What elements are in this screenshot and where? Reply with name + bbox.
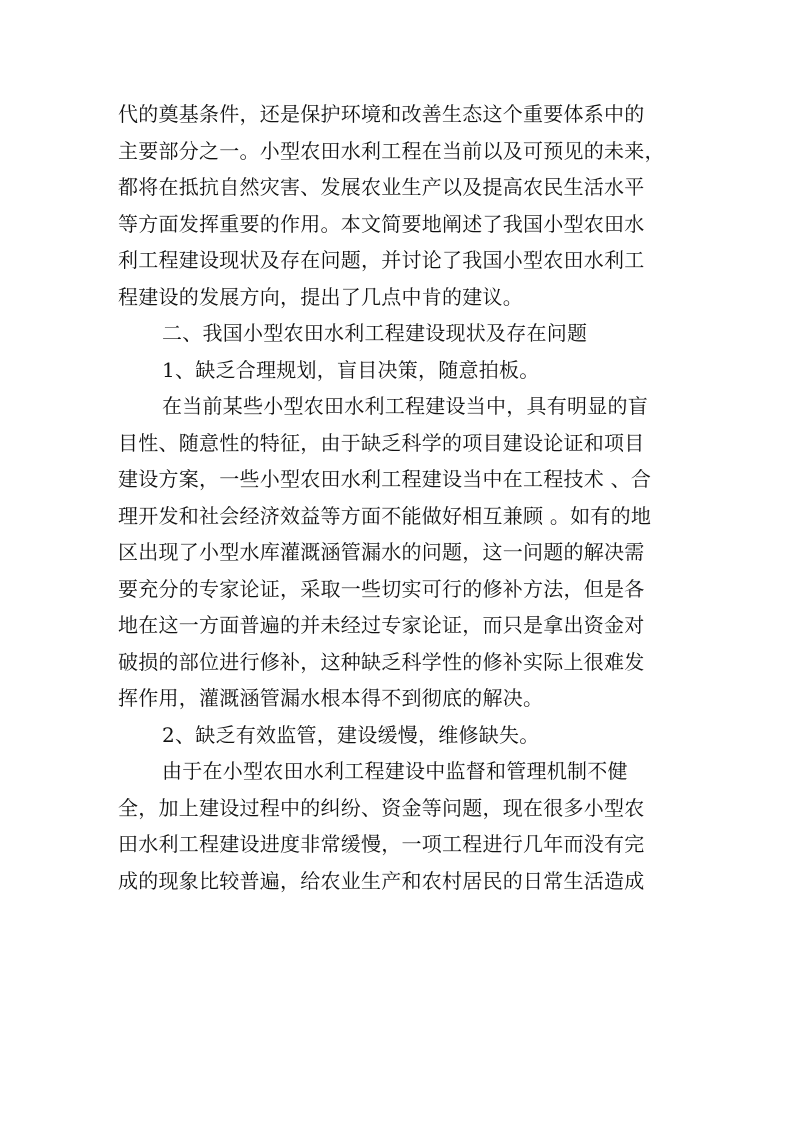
text-line: 等方面发挥重要的作用。本文简要地阐述了我国小型农田水: [118, 211, 645, 236]
text-line: 地在这一方面普遍的并未经过专家论证，而只是拿出资金对: [118, 613, 645, 637]
text-line: 目性、随意性的特征，由于缺乏科学的项目建设论证和项目: [118, 430, 645, 455]
subsection-heading: 1、缺乏合理规划，盲目决策，随意拍板。: [162, 357, 540, 382]
body-text: [118, 96, 698, 899]
text-line: 程建设的发展方向，提出了几点中肯的建议。: [118, 284, 523, 309]
text-line: 区出现了小型水库灌溉涵管漏水的问题，这一问题的解决需: [118, 540, 645, 564]
section-heading: 二、我国小型农田水利工程建设现状及存在问题: [162, 321, 588, 345]
text-line: 代的奠基条件，还是保护环境和改善生态这个重要体系中的: [118, 102, 645, 126]
subsection-heading: 2、缺乏有效监管，建设缓慢，维修缺失。: [162, 722, 540, 747]
text-line: 破损的部位进行修补，这种缺乏科学性的修补实际上很难发: [118, 649, 645, 674]
text-line: 成的现象比较普遍，给农业生产和农村居民的日常生活造成: [118, 868, 645, 893]
text-line: 在当前某些小型农田水利工程建设当中，具有明显的盲: [162, 394, 648, 418]
text-line: 都将在抵抗自然灾害、发展农业生产以及提高农民生活水平: [118, 175, 645, 199]
text-line: 理开发和社会经济效益等方面不能做好相互兼顾 。如有的地: [118, 503, 652, 528]
text-line: 主要部分之一。小型农田水利工程在当前以及可预见的未来，: [118, 138, 665, 163]
text-line: 由于在小型农田水利工程建设中监督和管理机制不健: [162, 759, 628, 783]
text-line: 田水利工程建设进度非常缓慢，一项工程进行几年而没有完: [118, 832, 645, 856]
text-line: 建设方案，一些小型农田水利工程建设当中在工程技术 、合: [118, 467, 652, 491]
text-line: 全，加上建设过程中的纠纷、资金等问题，现在很多小型农: [118, 795, 645, 820]
text-line: 要充分的专家论证，采取一些切实可行的修补方法，但是各: [118, 576, 645, 601]
text-line: 挥作用，灌溉涵管漏水根本得不到彻底的解决。: [118, 686, 544, 710]
text-line: 利工程建设现状及存在问题，并讨论了我国小型农田水利工: [118, 248, 645, 272]
